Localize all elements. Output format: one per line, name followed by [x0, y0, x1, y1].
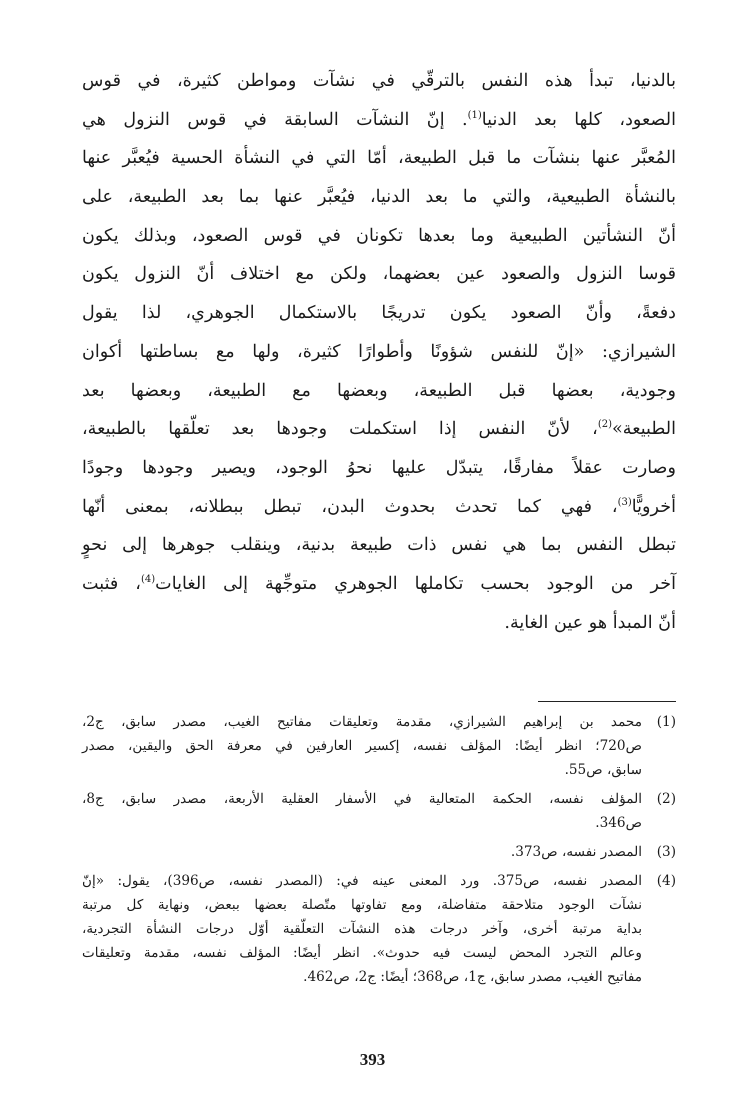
footnote-ref-3[interactable]: (3)	[617, 496, 632, 508]
footnote-line: محمد بن إبراهيم الشيرازي، مقدمة وتعليقات مفاتيح الغيب، مصدر سابق، ج2،	[82, 714, 642, 730]
footnote-1	[82, 710, 676, 782]
footnote-number: (4)	[656, 873, 676, 889]
footnote-line: المصدر نفسه، ص373.	[510, 844, 642, 860]
footnotes	[82, 710, 676, 994]
footnote-separator	[538, 701, 676, 702]
footnote-line: وعالم التجرد المحض ليست فيه حدوث». انظر أيضًا: المؤلف نفسه، مقدمة وتعليقات	[82, 945, 642, 961]
footnote-2	[82, 787, 676, 835]
footnote-4	[82, 869, 676, 989]
footnote-3	[82, 840, 676, 864]
body-line: وصارت عقلاً مفارقًا، يتبدّل عليها نحوُ الوجود، ويصير وجودها وجودًا	[82, 457, 676, 478]
footnote-line: المؤلف نفسه، الحكمة المتعالية في الأسفار العقلية الأربعة، مصدر سابق، ج8،	[82, 791, 642, 807]
body-line: دفعةً، وأنّ الصعود يكون تدريجًا بالاستكمال الجوهري، لذا يقول	[82, 303, 676, 324]
body-line: أنّ المبدأ هو عين الغاية.	[504, 612, 676, 633]
footnote-line: بداية مرتبة أخرى، وآخر درجات هذه النشآت التعلّقية أوّل درجات النشأة التجردية،	[82, 921, 642, 937]
footnote-number: (1)	[656, 714, 676, 730]
footnote-number: (2)	[656, 791, 676, 807]
body-text	[82, 62, 676, 642]
footnote-ref-1[interactable]: (1)	[467, 109, 482, 121]
page-number: 393	[359, 1050, 386, 1069]
footnote-line: ص346.	[595, 815, 642, 831]
body-line: آخر من الوجود بحسب تكاملها الجوهري متوجِّهة إلى الغايات$^{(4)}$، فثبت	[82, 573, 676, 594]
body-line: قوسا النزول والصعود عين بعضهما، ولكن مع اختلاف أنّ النزول يكون	[82, 264, 676, 285]
footnote-line: مفاتيح الغيب، مصدر سابق، ج1، ص368؛ أيضًا: ج2، ص462.	[303, 969, 642, 985]
body-line: الشيرازي: «إنّ للنفس شؤونًا وأطوارًا كثيرة، ولها مع بساطتها أكوان	[82, 341, 676, 362]
body-line: الطبيعة»$^{(2)}$، لأنّ النفس إذا استكملت وجودها بعد تعلّقها بالطبيعة،	[82, 419, 676, 440]
footnote-line: سابق، ص55.	[564, 762, 642, 778]
body-line: أخرويًّا$^{(3)}$، فهي كما تحدث بحدوث البدن، تبطل ببطلانه، بمعنى أنّها	[82, 496, 676, 517]
footnote-line: نشآت الوجود متلاحقة متفاضلة، ومع تفاوتها متّصلة بعضها ببعض، ونهاية كل مرتبة	[82, 897, 642, 913]
body-line: تبطل النفس بما هي نفس ذات طبيعة بدنية، وينقلب جوهرها إلى نحوٍ	[82, 535, 676, 556]
body-line: الصعود، كلها بعد الدنيا$^{(1)}$. إنّ النشآت السابقة في قوس النزول هي	[82, 109, 676, 130]
footnote-ref-4[interactable]: (4)	[140, 574, 156, 586]
body-line: بالنشأة الطبيعية، والتي ما بعد الدنيا، فيُعبَّر عنها بما بعد الطبيعة، على	[82, 187, 676, 208]
footnote-line: ص720؛ انظر أيضًا: المؤلف نفسه، إكسير العارفين في معرفة الحق واليقين، مصدر	[82, 738, 642, 754]
body-line: المُعبَّر عنها بنشآت ما قبل الطبيعة، أمّا التي في النشأة الحسية فيُعبَّر عنها	[82, 148, 676, 169]
footnote-line: المصدر نفسه، ص375. ورد المعنى عينه في: (المصدر نفسه، ص396)، يقول: «إنّ	[82, 873, 642, 889]
body-line: وجودية، بعضها قبل الطبيعة، وبعضها مع الطبيعة، وبعضها بعد	[82, 380, 676, 401]
body-line: بالدنيا، تبدأ هذه النفس بالترقّي في نشآت ومواطن كثيرة، في قوس	[82, 71, 676, 91]
body-line: أنّ النشأتين الطبيعية وما بعدها تكونان في قوس الصعود، وبذلك يكون	[82, 225, 676, 246]
footnote-ref-2[interactable]: (2)	[597, 419, 613, 431]
footnote-number: (3)	[656, 844, 676, 860]
